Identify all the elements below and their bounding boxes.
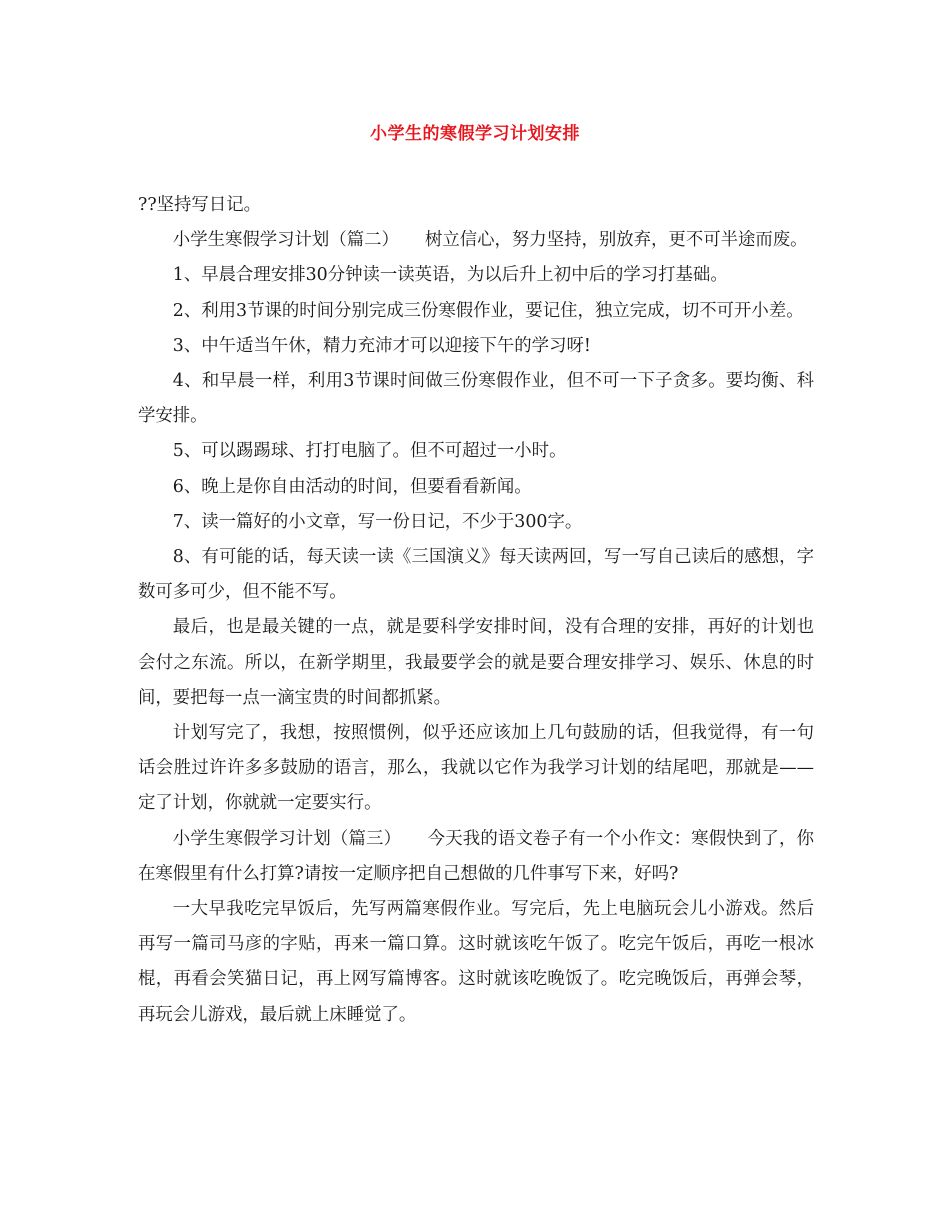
paragraph-plan-two-intro: 小学生寒假学习计划（篇二） 树立信心，努力坚持，别放弃，更不可半途而废。: [172, 230, 808, 251]
document-title: 小学生的寒假学习计划安排: [370, 124, 580, 144]
paragraph-item-7: 7、读一篇好的小文章，写一份日记，不少于300字。: [172, 511, 583, 532]
paragraph-conclusion: 最后，也是最关键的一点，就是要科学安排时间，没有合理的安排，再好的计划也会付之东流。所以，在新学期里，我最要学会的就是要合理安排学习、娱乐、休息的时间，要把每一点一滴宝贵的时间都抓紧。: [138, 617, 814, 708]
paragraph-item-4: 4、和早晨一样，利用3节课时间做三份寒假作业，但不可一下子贪多。要均衡、科学安排。: [138, 371, 814, 427]
paragraph-plan-three-intro: 小学生寒假学习计划（篇三） 今天我的语文卷子有一个小作文：寒假快到了，你在寒假里有什么打算?请按一定顺序把自己想做的几件事写下来，好吗?: [138, 828, 814, 884]
paragraph-item-6: 6、晚上是你自由活动的时间，但要看看新闻。: [172, 476, 532, 497]
paragraph-diary: ??坚持写日记。: [138, 195, 261, 215]
paragraph-item-3: 3、中午适当午休，精力充沛才可以迎接下午的学习呀!: [172, 335, 591, 356]
paragraph-item-5: 5、可以踢踢球、打打电脑了。但不可超过一小时。: [172, 441, 567, 462]
paragraph-item-1: 1、早晨合理安排30分钟读一读英语，为以后升上初中后的学习打基础。: [172, 265, 728, 286]
paragraph-item-2: 2、利用3节课的时间分别完成三份寒假作业，要记住，独立完成，切不可开小差。: [172, 300, 804, 321]
paragraph-encouragement: 计划写完了，我想，按照惯例，似乎还应该加上几句鼓励的话，但我觉得，有一句话会胜过许许多多鼓励的语言，那么，我就以它作为我学习计划的结尾吧，那就是——定了计划，你就就一定要实行。: [138, 723, 814, 814]
paragraph-item-8: 8、有可能的话，每天读一读《三国演义》每天读两回，写一写自己读后的感想，字数可多可少，但不能不写。: [138, 547, 814, 603]
document-body: [138, 188, 814, 1033]
paragraph-daily-routine: 一大早我吃完早饭后，先写两篇寒假作业。写完后，先上电脑玩会儿小游戏。然后再写一篇司马彦的字贴，再来一篇口算。这时就该吃午饭了。吃完午饭后，再吃一根冰棍，再看会笑猫日记，再上网写篇博客。这时就该吃晚饭了。吃完晚饭后，再弹会琴，再玩会儿游戏，最后就上床睡觉了。: [138, 899, 814, 1025]
